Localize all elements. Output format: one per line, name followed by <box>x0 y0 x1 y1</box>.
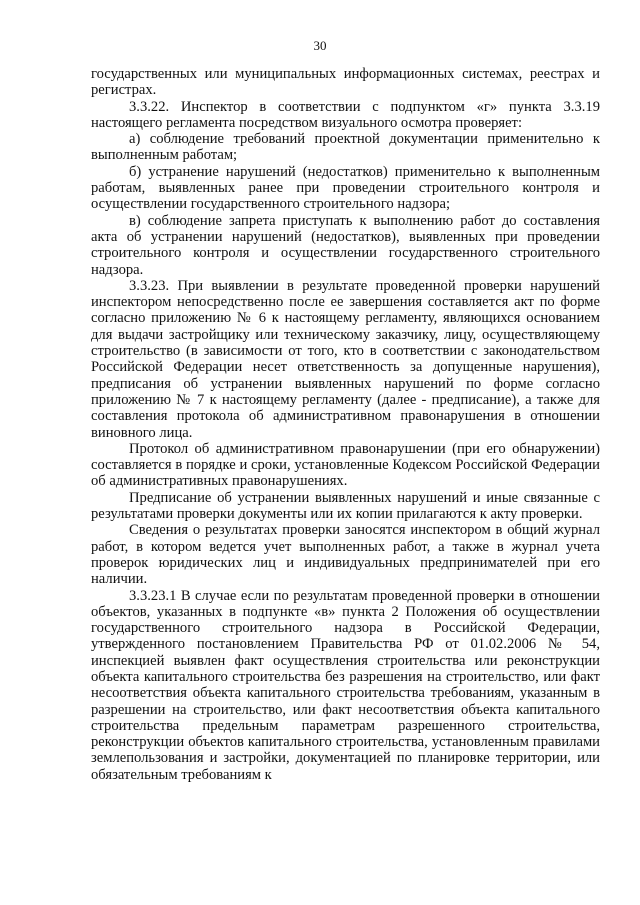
document-body <box>91 66 600 783</box>
paragraph-continuation: государственных или муниципальных информационных системах, реестрах и регистрах. <box>91 66 600 99</box>
paragraph-journal: Сведения о результатах проверки заносятся инспектором в общий журнал работ, в котором ведется учет выполненных работ, а также в журнал учета проверок юридических лиц и индивидуальных предпринимателей при его наличии. <box>91 522 600 588</box>
paragraph-prescription: Предписание об устранении выявленных нарушений и иные связанные с результатами проверки документы или их копии прилагаются к акту проверки. <box>91 489 600 523</box>
page-number: 30 <box>313 38 327 53</box>
paragraph-protocol: Протокол об административном правонарушении (при его обнаружении) составляется в порядке и сроки, установленные Кодексом Российской Федерации об административных правонарушениях. <box>91 440 600 490</box>
paragraph-3-3-23-1: 3.3.23.1 В случае если по результатам проведенной проверки в отношении объектов, указанных в подпункте «в» пункта 2 Положения об осуществлении государственного строительного надзора в Российской Федерации, утвержденного постановлением Правительства РФ от 01.02.2006 № 54, инспекцией выявлен факт осуществления строительства или реконструкции объекта капитального строительства без разрешения на строительство, или факт несоответствия объекта капитального строительства требованиям, указанным в разрешении на строительство, или факт несоответствия объекта капитального строительства предельным параметрам разрешенного строительства, реконструкции объектов капитального строительства, установленным правилами землепользования и застройки, документацией по планировке территории, или обязательным требованиям к <box>91 587 600 783</box>
paragraph-3-3-22: 3.3.22. Инспектор в соответствии с подпунктом «г» пункта 3.3.19 настоящего регламента посредством визуального осмотра проверяет: <box>91 98 600 131</box>
paragraph-3-3-23: 3.3.23. При выявлении в результате проведенной проверки нарушений инспектором непосредственно после ее завершения составляется акт по форме согласно приложению № 6 к настоящему регламенту, являющихся основанием для выдачи застройщику или техническому заказчику, лицу, осуществляющему строительство (в зависимости от того, кто в соответствии с законодательством Российской Федерации несет ответственность за допущенные нарушения), предписания об устранении выявленных нарушений по форме согласно приложению № 7 к настоящему регламенту (далее - предписание), а также для составления протокола об административном правонарушения в отношении виновного лица. <box>91 277 600 441</box>
paragraph-item-b: б) устранение нарушений (недостатков) применительно к выполненным работам, выявленных ранее при проведении строительного контроля и осуществлении государственного строительного надзора; <box>91 163 600 213</box>
paragraph-item-v: в) соблюдение запрета приступать к выполнению работ до составления акта об устранении нарушений (недостатков), выявленных при проведении строительного контроля и осуществлении государственного строительного надзора. <box>91 212 600 278</box>
paragraph-item-a: а) соблюдение требований проектной документации применительно к выполненным работам; <box>91 131 600 164</box>
